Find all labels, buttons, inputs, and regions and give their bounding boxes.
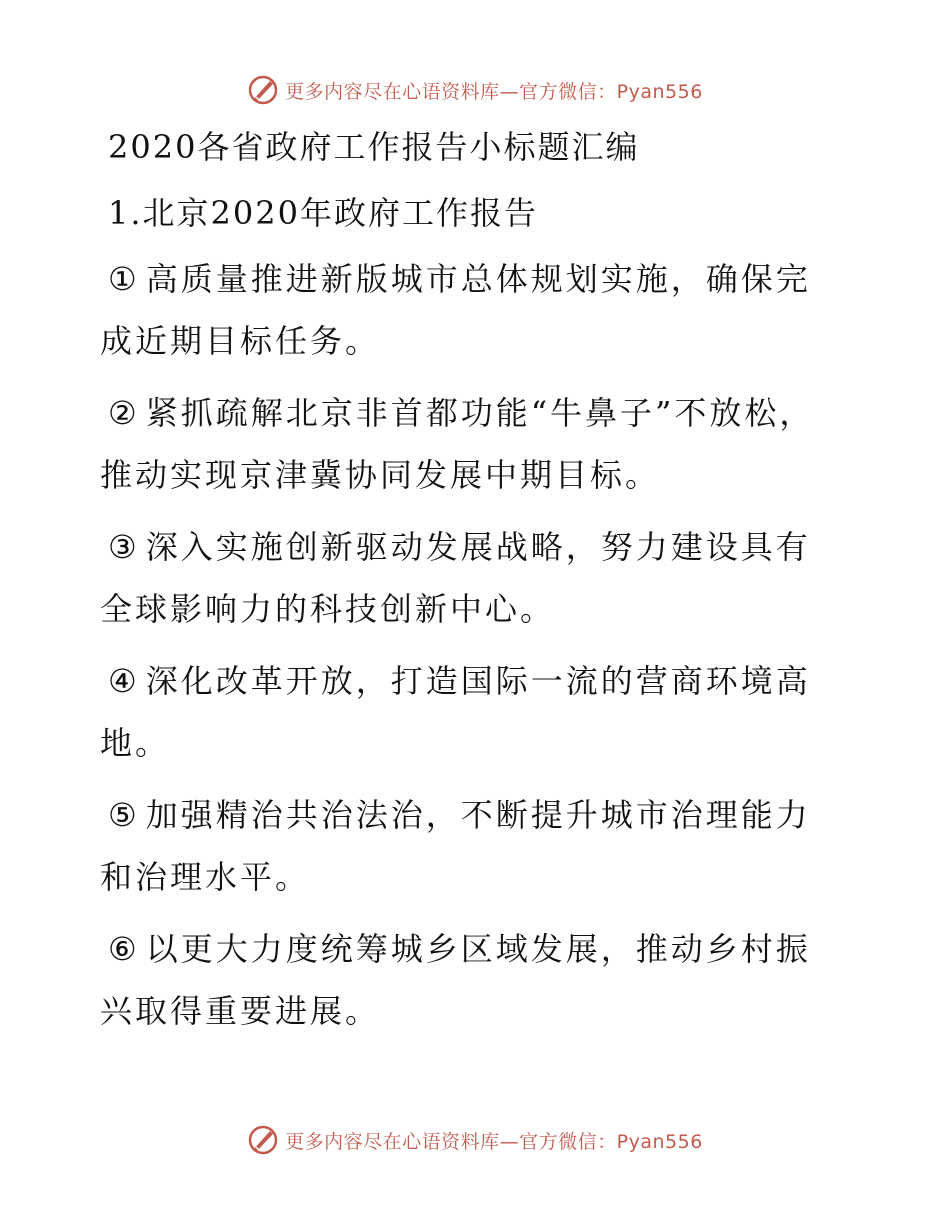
footer-banner-text: 更多内容尽在心语资料库—官方微信：Pyan556	[285, 1130, 703, 1153]
item-marker: ⑥	[108, 930, 140, 968]
item-text: 以更大力度统筹城乡区域发展，推动乡村振兴取得重要进展。	[100, 930, 811, 1030]
item-text: 加强精治共治法治，不断提升城市治理能力和治理水平。	[100, 796, 811, 896]
item-text: 高质量推进新版城市总体规划实施，确保完成近期目标任务。	[100, 260, 811, 360]
header-banner-text: 更多内容尽在心语资料库—官方微信：Pyan556	[285, 80, 703, 103]
list-item	[100, 248, 840, 372]
item-marker: ③	[108, 528, 140, 566]
item-list	[100, 248, 840, 1042]
item-text: 紧抓疏解北京非首都功能“牛鼻子”不放松，推动实现京津冀协同发展中期目标。	[100, 394, 815, 494]
quill-pen-logo-icon	[247, 1124, 279, 1156]
document-body	[100, 118, 840, 1052]
header-banner-inner	[247, 74, 703, 106]
list-item	[100, 784, 840, 908]
list-item	[100, 516, 840, 640]
item-marker: ④	[108, 662, 140, 700]
header-watermark-banner	[0, 70, 950, 110]
footer-banner-inner	[247, 1124, 703, 1156]
item-marker: ②	[108, 394, 140, 432]
item-marker: ①	[108, 260, 140, 298]
item-text: 深入实施创新驱动发展战略，努力建设具有全球影响力的科技创新中心。	[100, 528, 811, 628]
footer-watermark-banner	[0, 1120, 950, 1160]
item-marker: ⑤	[108, 796, 140, 834]
quill-pen-logo-icon	[247, 74, 279, 106]
document-title: 2020各省政府工作报告小标题汇编	[108, 128, 640, 166]
item-text: 深化改革开放，打造国际一流的营商环境高地。	[100, 662, 811, 762]
section-heading: 1.北京2020年政府工作报告	[108, 194, 538, 232]
list-item	[100, 650, 840, 774]
list-item	[100, 382, 840, 506]
list-item	[100, 918, 840, 1042]
